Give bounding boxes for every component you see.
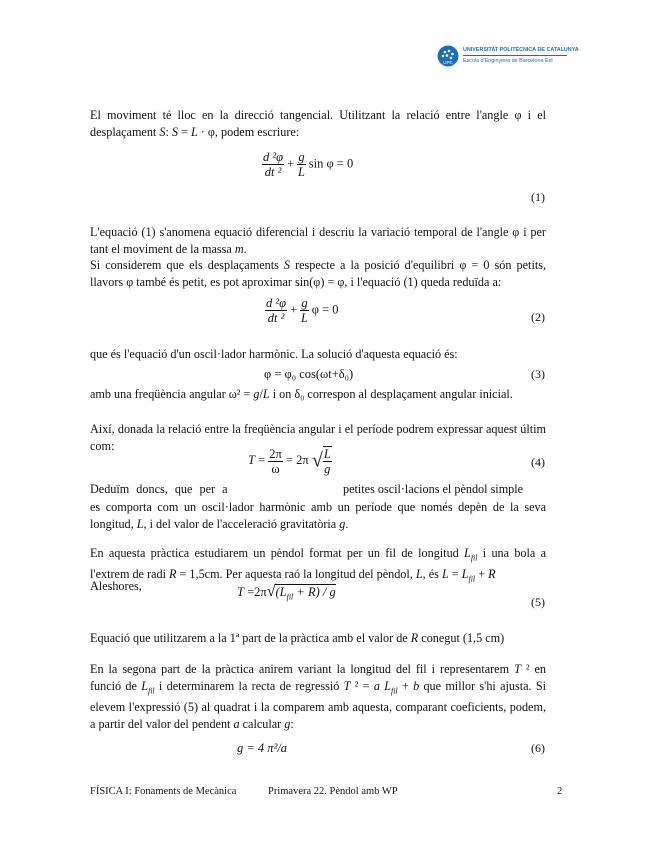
upc-logo-icon	[437, 45, 459, 67]
paragraph-8: En aquesta pràctica estudiarem un pèndol format per un fil de longitud $L_{fil}$ i una bola a l'extrem de radi R = 1,5cm. Per aquesta raó la longitud del pèndol, L, és $L = L_{fil} + R$	[90, 546, 546, 584]
paragraph-7-line-1b: petites oscil·lacions el pèndol simple	[343, 482, 524, 496]
equation-5: $T =2\pi√(L_{fil} + R) / g$	[237, 583, 336, 602]
paragraph-6: Així, donada la relació entre la freqüència angular i el període podrem expressar aquest últim com:	[90, 422, 546, 453]
equation-2-label: (2)	[531, 310, 545, 324]
footer-course: FÍSICA I: Fonaments de Mecànica	[90, 786, 237, 797]
paragraph-3: Si considerem que els desplaçaments S respecte a la posició d'equilibri φ = 0 són petits, llavors φ també és petit, es pot aproximar sin(φ) = φ, i l'equació (1) queda reduïda a:	[90, 258, 547, 289]
svg-text:UPC: UPC	[443, 60, 453, 65]
page-number: 2	[557, 786, 563, 797]
equation-4: T = $\frac{2\pi}{\omega}$ = 2π √ $\frac{L}{g}$	[248, 446, 331, 476]
paragraph-7: es comporta com un oscil·lador harmònic amb un període que només depèn de la seva longitud, L, i del valor de l'acceleració gravitatòria g.	[90, 500, 546, 531]
footer-title: Primavera 22. Pèndol amb WP	[268, 786, 398, 797]
paragraph-8-aleshores: Aleshores,	[90, 579, 142, 593]
logo-line-2: Escola d'Enginyeria de Barcelona Est	[463, 58, 553, 64]
equation-4-label: (4)	[531, 455, 545, 469]
paragraph-9: Equació que utilitzarem a la 1ª part de la pràctica amb el valor de R conegut (1,5 cm)	[90, 631, 505, 645]
equation-1-label: (1)	[531, 190, 545, 204]
equation-2: $\frac{\text{d ²φ}}{\text{dt ²}}$ + $\frac{g}{L}$ φ = 0	[266, 296, 339, 325]
equation-5-label: (5)	[531, 595, 545, 609]
paragraph-5: amb una freqüència angular ω² = g/L i on δ₀ correspon al desplaçament angular inicial.	[90, 387, 513, 401]
paragraph-2: L'equació (1) s'anomena equació diferencial i descriu la variació temporal de l'angle φ i per tant el moviment de la massa m.	[90, 225, 546, 256]
equation-1: $\frac{\text{d ²φ}}{\text{dt ²}}$ + $\frac{g}{L}$ sin φ = 0	[263, 150, 354, 179]
paragraph-10: En la segona part de la pràctica anirem variant la longitud del fil i representarem T ² en funció de $L_{fil}$ i determinarem la recta de regressió T ² = a $L_{fil} + b$ que millor s'hi ajusta. Si elevem l'expressió (5) al quadrat i la comparem amb aquesta, comparant coeficients, podem, a partir del valor del pendent a calcular g:	[90, 662, 547, 732]
logo-line-1: UNIVERSITAT POLITÈCNICA DE CATALUNYA	[463, 47, 579, 53]
paragraph-7-line-1a: Deduïm doncs, que per a	[90, 482, 228, 496]
paragraph-4: que és l'equació d'un oscil·lador harmònic. La solució d'aquesta equació és:	[90, 347, 458, 361]
equation-3-label: (3)	[531, 367, 545, 381]
equation-3: φ = φ₀ cos(ωt+δ₀)	[264, 367, 354, 381]
university-logo	[437, 45, 579, 71]
paragraph-1: El moviment té lloc en la direcció tangencial. Utilitzant la relació entre l'angle φ i el desplaçament S: S = L · φ, podem escriure:	[90, 108, 546, 139]
equation-6: g = 4 π²/a	[237, 741, 288, 755]
equation-6-label: (6)	[531, 741, 545, 755]
